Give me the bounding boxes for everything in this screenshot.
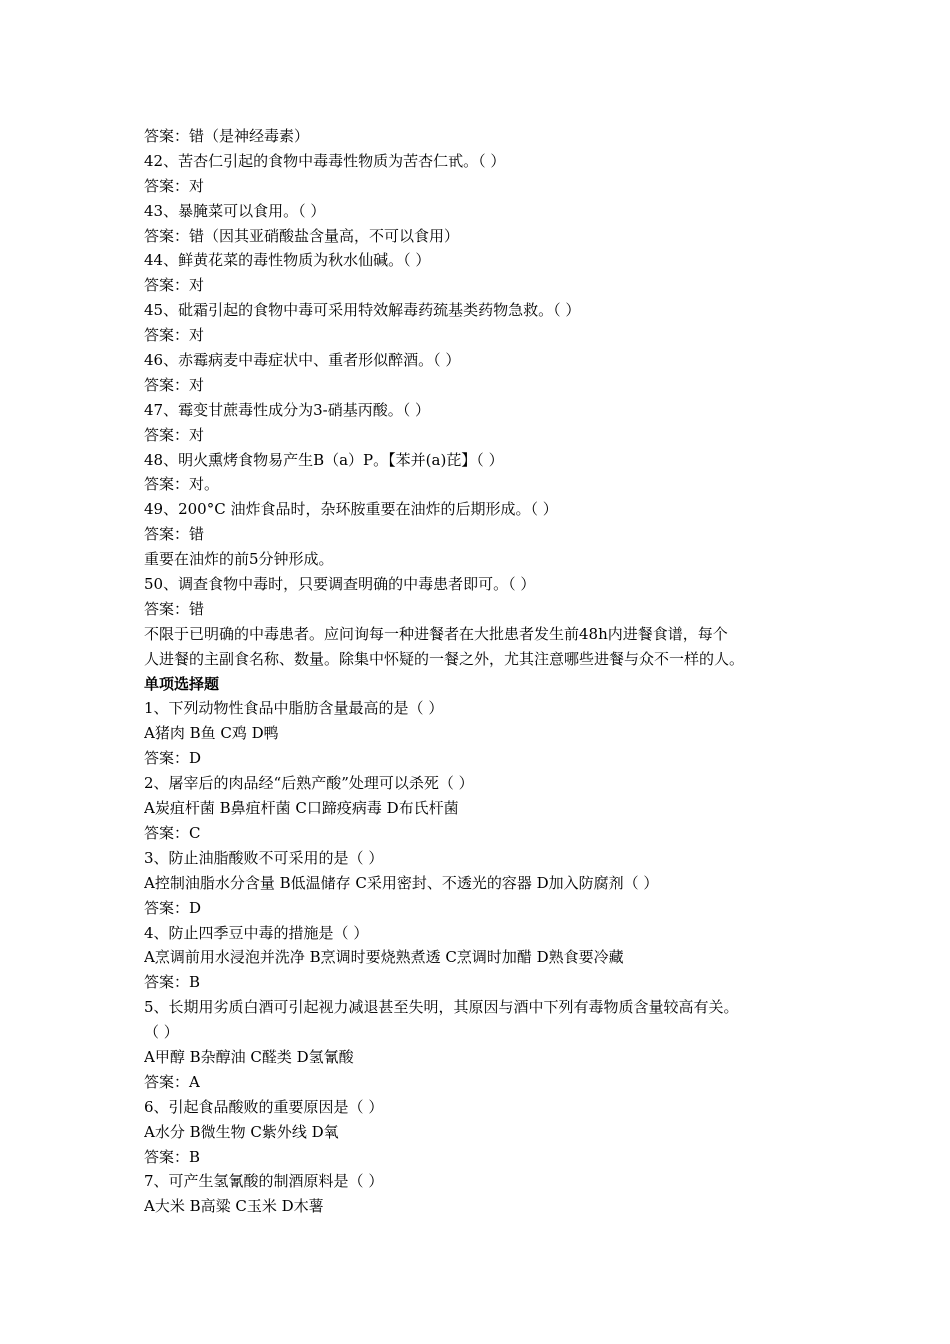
explanation-line: 不限于已明确的中毒患者。应问询每一种进餐者在大批患者发生前48h内进餐食谱，每个 — [144, 624, 728, 643]
options-line: A控制油脂水分含量 B低温储存 C采用密封、不透光的容器 D加入防腐剂（ ） — [144, 873, 659, 892]
question-49: 49、200°C 油炸食品时，杂环胺重要在油炸的后期形成。（ ） — [144, 500, 558, 519]
mc-question-4: 4、防止四季豆中毒的措施是（ ） — [144, 923, 369, 942]
options-line: A甲醇 B杂醇油 C醛类 D氢氰酸 — [144, 1047, 354, 1066]
answer-line: 答案：对。 — [144, 475, 220, 494]
mc-question-5-blank: （ ） — [144, 1023, 179, 1042]
mc-question-1: 1、下列动物性食品中脂肪含量最高的是（ ） — [144, 699, 444, 718]
answer-line: 答案：对 — [144, 326, 205, 345]
answer-line: 答案：对 — [144, 425, 205, 444]
answer-line: 答案：对 — [144, 276, 205, 295]
answer-line: 答案：C — [144, 823, 201, 842]
answer-line: 答案：A — [144, 1072, 200, 1091]
mc-question-2: 2、屠宰后的肉品经“后熟产酸”处理可以杀死（ ） — [144, 774, 474, 793]
document-body — [144, 124, 824, 1219]
question-47: 47、霉变甘蔗毒性成分为3-硝基丙酸。（ ） — [144, 400, 430, 419]
question-50: 50、调查食物中毒时，只要调查明确的中毒患者即可。（ ） — [144, 575, 536, 594]
answer-line: 答案：B — [144, 973, 201, 992]
question-48: 48、明火熏烤食物易产生B（a）P。【苯并(a)芘】（ ） — [144, 450, 504, 469]
answer-line: 答案：D — [144, 749, 202, 768]
explanation-line: 人进餐的主副食名称、数量。除集中怀疑的一餐之外，尤其注意哪些进餐与众不一样的人。 — [144, 649, 745, 668]
options-line: A炭疽杆菌 B鼻疽杆菌 C口蹄疫病毒 D布氏杆菌 — [144, 799, 459, 818]
answer-line: 答案：错 — [144, 525, 205, 544]
answer-line: 答案：对 — [144, 375, 205, 394]
section-heading: 单项选择题 — [144, 674, 220, 693]
options-line: A猪肉 B鱼 C鸡 D鸭 — [144, 724, 279, 743]
mc-question-7: 7、可产生氢氰酸的制酒原料是（ ） — [144, 1172, 384, 1191]
answer-line: 答案：对 — [144, 176, 205, 195]
answer-line: 答案：B — [144, 1147, 201, 1166]
mc-question-3: 3、防止油脂酸败不可采用的是（ ） — [144, 848, 384, 867]
explanation-line: 重要在油炸的前5分钟形成。 — [144, 550, 334, 569]
options-line: A大米 B高粱 C玉米 D木薯 — [144, 1197, 324, 1216]
question-44: 44、鲜黄花菜的毒性物质为秋水仙碱。（ ） — [144, 251, 431, 270]
question-46: 46、赤霉病麦中毒症状中、重者形似醉酒。（ ） — [144, 351, 461, 370]
options-line: A烹调前用水浸泡并洗净 B烹调时要烧熟煮透 C烹调时加醋 D熟食要冷藏 — [144, 948, 624, 967]
question-43: 43、暴腌菜可以食用。（ ） — [144, 201, 326, 220]
question-45: 45、砒霜引起的食物中毒可采用特效解毒药巯基类药物急救。（ ） — [144, 301, 581, 320]
answer-line: 答案：错（是神经毒素） — [144, 127, 310, 145]
answer-line: 答案：错 — [144, 599, 205, 618]
options-line: A水分 B微生物 C紫外线 D氧 — [144, 1122, 339, 1141]
mc-question-6: 6、引起食品酸败的重要原因是（ ） — [144, 1097, 384, 1116]
question-42: 42、苦杏仁引起的食物中毒毒性物质为苦杏仁甙。（ ） — [144, 151, 506, 170]
mc-question-5: 5、长期用劣质白酒可引起视力减退甚至失明，其原因与酒中下列有毒物质含量较高有关。 — [144, 998, 739, 1017]
answer-line: 答案：错（因其亚硝酸盐含量高，不可以食用） — [144, 226, 460, 245]
answer-line: 答案：D — [144, 898, 202, 917]
